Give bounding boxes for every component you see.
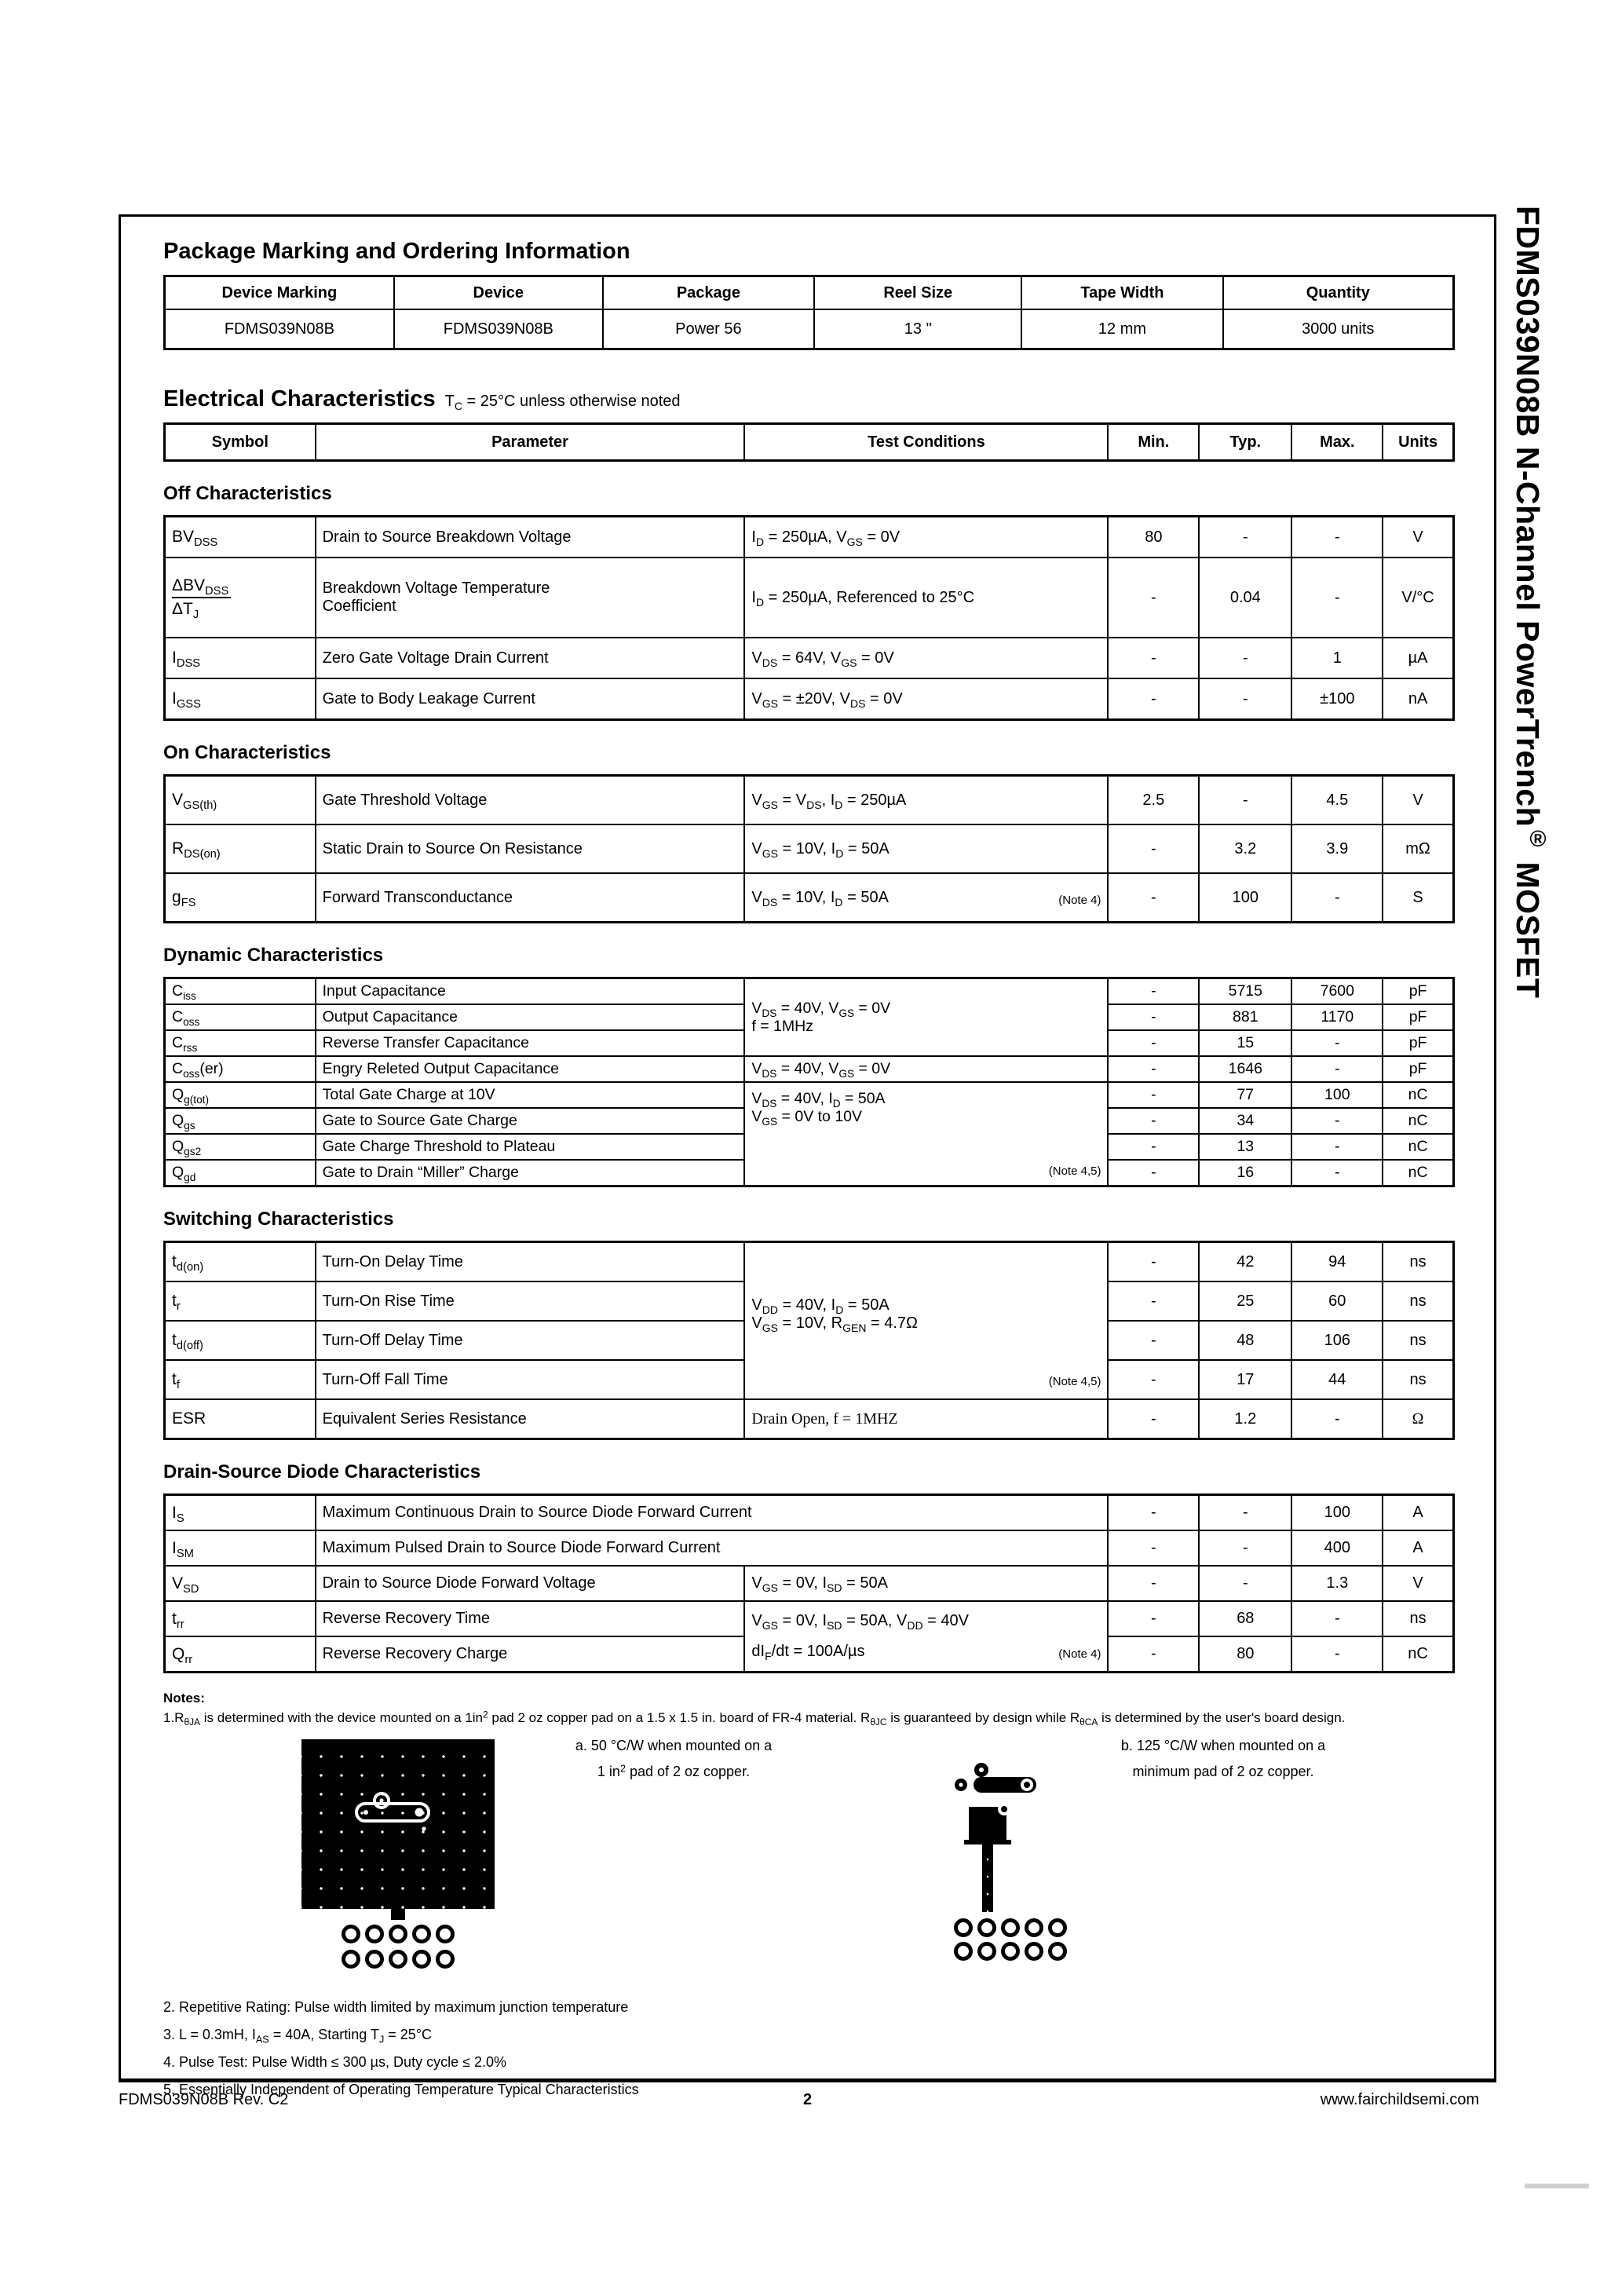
cell-parameter: Breakdown Voltage Temperature Coefficient [316,558,745,638]
cell-symbol: $V_{GS(th)}$ [165,776,316,825]
via-row [301,1923,495,1945]
note-4: 4. Pulse Test: Pulse Width ≤ 300 µs, Duty cycle ≤ 2.0% [163,2054,506,2071]
cell-min: - [1108,1056,1199,1082]
cell-min: - [1108,638,1199,678]
table-row [165,1082,1454,1108]
cell-min: - [1108,1281,1199,1321]
cell-min: - [1108,978,1199,1005]
cell-max: 1 [1291,638,1383,678]
cell-units: ns [1383,1242,1453,1282]
cell-symbol: $Q_{gs}$ [165,1108,316,1134]
cell-max: 44 [1291,1360,1383,1399]
cell-min: - [1108,1601,1199,1636]
note-ref: (Note 4,5) [1048,1375,1101,1388]
via-row [301,1948,495,1970]
col-max: Max. [1291,424,1383,461]
cell-parameter: Turn-On Delay Time [316,1242,745,1282]
cell-min: - [1108,1242,1199,1282]
characteristics-header-table [163,422,1455,462]
cell-symbol: $I_S$ [165,1495,316,1531]
cell-symbol: $Q_{g(tot)}$ [165,1082,316,1108]
cell-max: ±100 [1291,678,1383,720]
footer-url[interactable]: www.fairchildsemi.com [1320,2091,1479,2108]
cell-parameter: Input Capacitance [316,978,745,1005]
table-row [165,1242,1454,1282]
cell-typ: 1.2 [1199,1399,1291,1439]
table-row [165,517,1454,558]
footer-doc-rev: FDMS039N08B Rev. C2 [119,2091,289,2108]
cell-min: - [1108,1004,1199,1030]
table-row [165,1566,1454,1601]
cell-typ: - [1199,1566,1291,1601]
page-content [121,217,1494,2097]
condition-with-note: $V_{DS} = 10V$, $I_D = 50A$ (Note 4) [751,888,1101,909]
cell-package: Power 56 [603,309,814,349]
cell-test-conditions-merged [744,1082,1108,1186]
cell-parameter: Zero Gate Voltage Drain Current [316,638,745,678]
cell-max: 3.9 [1291,824,1383,873]
cell-symbol: $t_{d(on)}$ [165,1242,316,1282]
copper-pad-area [301,1739,495,1909]
cell-parameter: Static Drain to Source On Resistance [316,824,745,873]
cell-units: pF [1383,1056,1453,1082]
cell-parameter: Equivalent Series Resistance [316,1399,745,1439]
col-parameter: Parameter [316,424,745,461]
cell-units: A [1383,1530,1453,1566]
cell-units: nA [1383,678,1453,720]
cell-typ: 15 [1199,1030,1291,1056]
cell-symbol: $I_{GSS}$ [165,678,316,720]
cell-parameter: Maximum Pulsed Drain to Source Diode Forward Current [316,1530,1109,1566]
col-units: Units [1383,424,1453,461]
col-symbol: Symbol [165,424,316,461]
cell-symbol: $BV_{DSS}$ [165,517,316,558]
electrical-title-line [163,385,1455,413]
cell-test-conditions [744,873,1108,923]
cell-min: - [1108,1134,1199,1160]
cell-units: V/°C [1383,558,1453,638]
cell-symbol: $t_f$ [165,1360,316,1399]
cell-typ: 16 [1199,1160,1291,1186]
cell-max: - [1291,1399,1383,1439]
cell-units: nC [1383,1134,1453,1160]
cell-units: V [1383,1566,1453,1601]
note-2: 2. Repetitive Rating: Pulse width limited by maximum junction temperature [163,1999,629,2016]
cell-parameter: Engry Releted Output Capacitance [316,1056,745,1082]
cell-symbol: $I_{SM}$ [165,1530,316,1566]
cell-units: nC [1383,1636,1453,1673]
cell-max: - [1291,1160,1383,1186]
col-tape-width: Tape Width [1021,276,1222,310]
cell-units: ns [1383,1360,1453,1399]
cell-units: mΩ [1383,824,1453,873]
cell-parameter: Turn-Off Delay Time [316,1321,745,1360]
cell-parameter: Forward Transconductance [316,873,745,923]
cell-reel-size: 13 " [814,309,1021,349]
page-number: 2 [802,2091,813,2108]
cell-max: - [1291,873,1383,923]
table-row [165,873,1454,923]
cell-symbol: $g_{FS}$ [165,873,316,923]
cell-typ: - [1199,678,1291,720]
cell-units: nC [1383,1160,1453,1186]
cell-min: - [1108,1530,1199,1566]
table-row [165,558,1454,638]
cell-units: V [1383,776,1453,825]
diode-characteristics-table [163,1493,1455,1673]
cell-units: nC [1383,1108,1453,1134]
cell-units: pF [1383,1004,1453,1030]
cell-units: ns [1383,1281,1453,1321]
cell-max: - [1291,1030,1383,1056]
cell-parameter: Turn-On Rise Time [316,1281,745,1321]
cell-min: - [1108,1082,1199,1108]
cell-max: - [1291,558,1383,638]
condition-with-note: $V_{DD} = 40V$, $I_D = 50A$ $V_{GS} = 10V$, $R_{GEN} = 4.7\Omega$ (Note 4,5) [751,1296,1101,1388]
cell-typ: 881 [1199,1004,1291,1030]
col-device: Device [394,276,603,310]
cell-max: 1170 [1291,1004,1383,1030]
cell-units: A [1383,1495,1453,1531]
note-3: 3. L = 0.3mH, $I_{AS} = 40A$, Starting $T_J = 25^\circ C$ [163,2027,432,2046]
cell-min: - [1108,1495,1199,1531]
cell-parameter: Reverse Recovery Charge [316,1636,745,1673]
cell-typ: 77 [1199,1082,1291,1108]
cell-max: 400 [1291,1530,1383,1566]
cell-max: 4.5 [1291,776,1383,825]
cell-test-conditions: $V_{GS} = V_{DS}$, $I_D = 250\mu A$ [744,776,1108,825]
cell-symbol: $C_{rss}$ [165,1030,316,1056]
cell-test-conditions: $I_D = 250\mu A$, $V_{GS} = 0V$ [744,517,1108,558]
via-row [944,1917,1077,1939]
col-package: Package [603,276,814,310]
notes-label: Notes: [163,1691,205,1706]
cell-max: 7600 [1291,978,1383,1005]
cell-min: - [1108,1399,1199,1439]
fraction-symbol: $\frac{\Delta BV_{DSS}}{\Delta T_J}$ [172,576,231,619]
cell-test-conditions: $V_{GS} = 0V$, $I_{SD} = 50A$ [744,1566,1108,1601]
cell-typ: 42 [1199,1242,1291,1282]
pad-stem [391,1909,405,1920]
cell-test-conditions-merged [744,1242,1108,1400]
cell-typ: 80 [1199,1636,1291,1673]
cell-units: S [1383,873,1453,923]
col-device-marking: Device Marking [165,276,394,310]
scan-watermark [1525,2184,1589,2188]
cell-typ: - [1199,776,1291,825]
cell-min: - [1108,678,1199,720]
cell-max: - [1291,1134,1383,1160]
cell-device: FDMS039N08B [394,309,603,349]
dynamic-characteristics-table [163,977,1455,1187]
note-1: $1.R_{\theta JA}$ is determined with the device mounted on a $1in^2$ pad 2 oz copper pad on a 1.5 x 1.5 in. board of FR-4 material. $R_{\theta JC}$ is guaranteed by design while $R_{\theta CA}$ is determined by the user's board design. [163,1709,1346,1728]
cell-typ: 1646 [1199,1056,1291,1082]
figure-a-caption: a. 50 °C/W when mounted on a 1 $in^2$ pad of 2 oz copper. [575,1738,773,1779]
table-row [165,824,1454,873]
cell-device-marking: FDMS039N08B [165,309,394,349]
via-row [944,1940,1077,1962]
switching-characteristics-title: Switching Characteristics [163,1208,394,1230]
cell-symbol: $C_{oss}$ [165,1004,316,1030]
cell-typ: 100 [1199,873,1291,923]
col-typ: Typ. [1199,424,1291,461]
switching-characteristics-table [163,1241,1455,1440]
cell-units: pF [1383,978,1453,1005]
cell-units: V [1383,517,1453,558]
condition-with-note: $V_{DS} = 40V$, $I_D = 50A$ $V_{GS} = 0V$ to 10V (Note 4,5) [751,1090,1101,1178]
ordering-header-row [165,276,1454,310]
cell-symbol: $V_{SD}$ [165,1566,316,1601]
cell-parameter: Gate to Body Leakage Current [316,678,745,720]
cell-symbol: $t_{rr}$ [165,1601,316,1636]
footprint-outline [353,1791,441,1835]
cell-parameter: Gate Threshold Voltage [316,776,745,825]
electrical-subtitle: $T_C = 25^\circ C$ unless otherwise noted [444,393,681,412]
side-part-title: FDMS039N08B N-Channel PowerTrench® MOSFET [1510,206,1551,999]
cell-typ: 0.04 [1199,558,1291,638]
diode-characteristics-title: Drain-Source Diode Characteristics [163,1461,481,1483]
cell-typ: 25 [1199,1281,1291,1321]
pcb-layout-min-pad-image [950,1760,1068,1964]
cell-min: - [1108,1030,1199,1056]
cell-test-conditions: $V_{DS} = 64V$, $V_{GS} = 0V$ [744,638,1108,678]
cell-typ: 5715 [1199,978,1291,1005]
cell-parameter: Turn-Off Fall Time [316,1360,745,1399]
cell-typ: 34 [1199,1108,1291,1134]
cell-symbol: $t_r$ [165,1281,316,1321]
cell-units: ns [1383,1321,1453,1360]
cell-units: pF [1383,1030,1453,1056]
cell-parameter: Output Capacitance [316,1004,745,1030]
min-pad-square [969,1807,1006,1840]
cell-symbol: $Q_{gd}$ [165,1160,316,1186]
cell-typ: - [1199,1495,1291,1531]
table-row [165,678,1454,720]
cell-typ: 13 [1199,1134,1291,1160]
electrical-section-title: Electrical Characteristics [163,386,436,411]
table-row [165,638,1454,678]
cell-max: 100 [1291,1495,1383,1531]
figure-b-caption: b. 125 °C/W when mounted on a minimum pad of 2 oz copper. [1120,1738,1326,1779]
cell-tape-width: 12 mm [1021,309,1222,349]
cell-max: - [1291,1108,1383,1134]
cell-parameter: Reverse Recovery Time [316,1601,745,1636]
dynamic-characteristics-title: Dynamic Characteristics [163,945,384,966]
cell-parameter: Total Gate Charge at 10V [316,1082,745,1108]
cell-min: - [1108,1321,1199,1360]
cell-min: - [1108,1566,1199,1601]
cell-symbol: $Q_{gs2}$ [165,1134,316,1160]
cell-max: 1.3 [1291,1566,1383,1601]
table-row [165,1601,1454,1636]
cell-parameter: Gate Charge Threshold to Plateau [316,1134,745,1160]
cell-min: - [1108,1360,1199,1399]
cell-max: - [1291,1636,1383,1673]
cell-test-conditions: Drain Open, f = 1MHZ [744,1399,1108,1439]
cell-max: 100 [1291,1082,1383,1108]
cell-max: - [1291,517,1383,558]
cell-units: nC [1383,1082,1453,1108]
cell-typ: 68 [1199,1601,1291,1636]
ordering-data-row [165,309,1454,349]
thermal-pad-figures [163,1728,1455,1989]
cell-parameter: Gate to Source Gate Charge [316,1108,745,1134]
cell-parameter: Drain to Source Diode Forward Voltage [316,1566,745,1601]
condition-with-note: $V_{GS} = 0V$, $I_{SD} = 50A$, $V_{DD} = 40V$ $dI_F/dt = 100A/\mu s$ (Note 4) [751,1612,1101,1662]
cell-min: - [1108,824,1199,873]
cell-max: - [1291,1601,1383,1636]
cell-min: - [1108,1636,1199,1673]
table-row [165,1056,1454,1082]
cell-min: - [1108,1160,1199,1186]
col-min: Min. [1108,424,1199,461]
cell-typ: - [1199,517,1291,558]
cell-max: - [1291,1056,1383,1082]
cell-test-conditions: $I_D = 250\mu A$, Referenced to 25°C [744,558,1108,638]
footprint-filled [953,1760,1055,1805]
cell-quantity: 3000 units [1223,309,1454,349]
col-reel-size: Reel Size [814,276,1021,310]
cell-min: - [1108,558,1199,638]
table-row [165,1399,1454,1439]
cell-parameter: Reverse Transfer Capacitance [316,1030,745,1056]
on-characteristics-title: On Characteristics [163,742,331,763]
cell-symbol: $I_{DSS}$ [165,638,316,678]
white-ring [998,1803,1010,1815]
cell-units: Ω [1383,1399,1453,1439]
cell-test-conditions: $V_{GS} = 10V$, $I_D = 50A$ [744,824,1108,873]
cell-parameter: Drain to Source Breakdown Voltage [316,517,745,558]
note-ref: (Note 4) [1058,1647,1101,1661]
cell-min: 2.5 [1108,776,1199,825]
note-5: 5. Essentially Independent of Operating Temperature Typical Characteristics [163,2082,639,2098]
cell-symbol [165,558,316,638]
cell-units: ns [1383,1601,1453,1636]
notes-2-5 [163,2000,1455,2097]
cell-test-conditions-merged [744,1601,1108,1673]
ordering-section-title: Package Marking and Ordering Information [163,239,630,264]
cell-typ: 48 [1199,1321,1291,1360]
cell-typ: - [1199,1530,1291,1566]
cell-units: µA [1383,638,1453,678]
cell-symbol: ESR [165,1399,316,1439]
cell-test-conditions: $V_{GS} = \pm 20V$, $V_{DS} = 0V$ [744,678,1108,720]
cell-symbol: $C_{iss}$ [165,978,316,1005]
table-row [165,776,1454,825]
cell-symbol: $R_{DS(on)}$ [165,824,316,873]
table-row [165,978,1454,1005]
cell-min: - [1108,873,1199,923]
note-ref: (Note 4) [1058,893,1101,907]
cell-max: 94 [1291,1242,1383,1282]
col-quantity: Quantity [1223,276,1454,310]
cell-parameter: Gate to Drain “Miller” Charge [316,1160,745,1186]
cell-parameter: Maximum Continuous Drain to Source Diode Forward Current [316,1495,1109,1531]
cell-typ: 3.2 [1199,824,1291,873]
pcb-layout-1in-pad-image [301,1739,495,1970]
table-row [165,1495,1454,1531]
cell-test-conditions-merged: $V_{DS} = 40V$, $V_{GS} = 0V$ f = 1MHz [744,978,1108,1057]
cell-symbol: $t_{d(off)}$ [165,1321,316,1360]
cell-typ: 17 [1199,1360,1291,1399]
page-border-box [119,214,1496,2098]
cell-symbol: $Q_{rr}$ [165,1636,316,1673]
off-characteristics-table [163,515,1455,721]
col-test-conditions: Test Conditions [744,424,1108,461]
characteristics-header-row [165,424,1454,461]
cell-min: 80 [1108,517,1199,558]
cell-symbol: $C_{oss}(er)$ [165,1056,316,1082]
off-characteristics-title: Off Characteristics [163,483,332,504]
pad-trace [982,1844,993,1912]
ordering-table [163,275,1455,350]
cell-max: 60 [1291,1281,1383,1321]
note-ref: (Note 4,5) [1048,1164,1101,1178]
cell-typ: - [1199,638,1291,678]
table-row [165,1530,1454,1566]
on-characteristics-table [163,774,1455,923]
cell-min: - [1108,1108,1199,1134]
cell-max: 106 [1291,1321,1383,1360]
cell-test-conditions: $V_{DS} = 40V$, $V_{GS} = 0V$ [744,1056,1108,1082]
